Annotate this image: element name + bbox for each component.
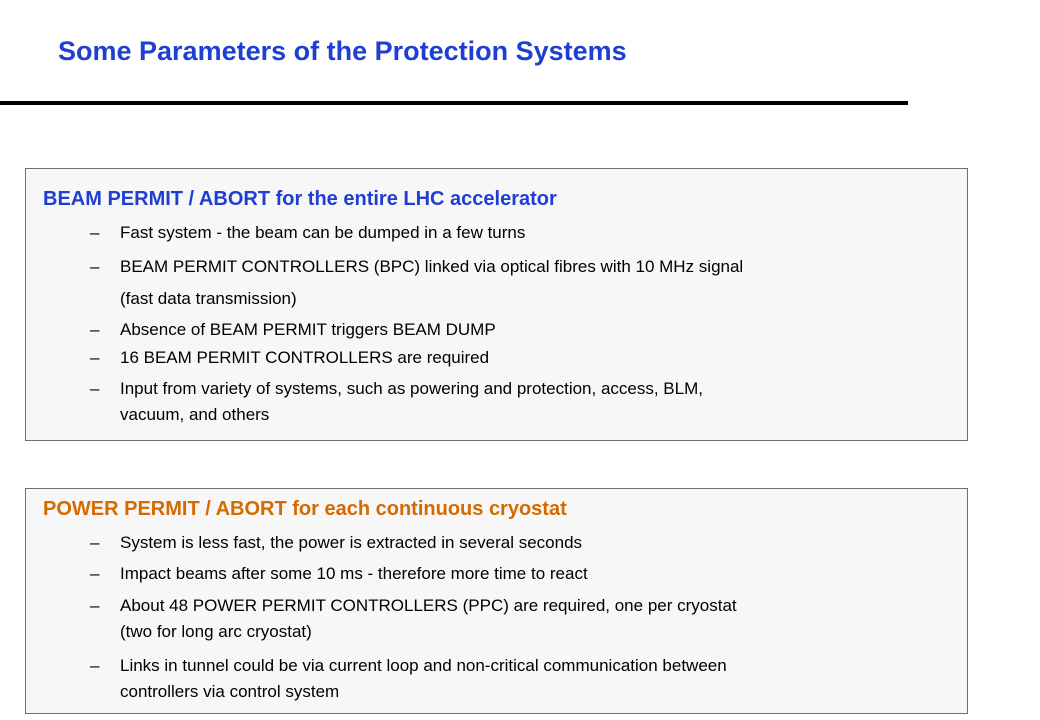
bullet-dash: – [90,596,100,615]
power-bullet-2 [90,561,890,587]
power-bullet-3 [90,593,890,645]
power-bullet-1 [90,530,890,556]
bullet-text: Links in tunnel could be via current loop and non-critical communication between [120,656,727,675]
bullet-text: Input from variety of systems, such as powering and protection, access, BLM, [120,379,703,398]
beam-bullet-3 [90,317,890,343]
bullet-dash: – [90,257,100,276]
power-bullet-4 [90,653,890,705]
beam-permit-box [25,168,968,441]
bullet-dash: – [90,379,100,398]
power-permit-box [25,488,968,714]
beam-bullet-1 [90,220,890,246]
bullet-text: Absence of BEAM PERMIT triggers BEAM DUMP [120,320,496,339]
beam-bullet-2 [90,251,890,315]
bullet-dash: – [90,656,100,675]
bullet-text-continued: controllers via control system [120,682,340,701]
beam-bullet-4 [90,345,890,371]
bullet-text-continued: (two for long arc cryostat) [120,622,312,641]
power-permit-heading: POWER PERMIT / ABORT for each continuous cryostat [43,498,567,520]
beam-bullet-5 [90,376,890,428]
bullet-dash: – [90,564,100,583]
bullet-dash: – [90,533,100,552]
beam-permit-heading: BEAM PERMIT / ABORT for the entire LHC accelerator [43,188,557,210]
title-divider [0,101,908,105]
bullet-text: 16 BEAM PERMIT CONTROLLERS are required [120,348,490,367]
bullet-text: Impact beams after some 10 ms - therefore more time to react [120,564,588,583]
bullet-text-continued: vacuum, and others [120,405,270,424]
bullet-dash: – [90,348,100,367]
page-title: Some Parameters of the Protection Systems [58,36,627,66]
bullet-text-continued: (fast data transmission) [120,289,297,308]
bullet-text: Fast system - the beam can be dumped in a few turns [120,223,526,242]
bullet-dash: – [90,223,100,242]
bullet-text: BEAM PERMIT CONTROLLERS (BPC) linked via optical fibres with 10 MHz signal [120,257,744,276]
bullet-text: About 48 POWER PERMIT CONTROLLERS (PPC) are required, one per cryostat [120,596,737,615]
bullet-dash: – [90,320,100,339]
bullet-text: System is less fast, the power is extracted in several seconds [120,533,583,552]
